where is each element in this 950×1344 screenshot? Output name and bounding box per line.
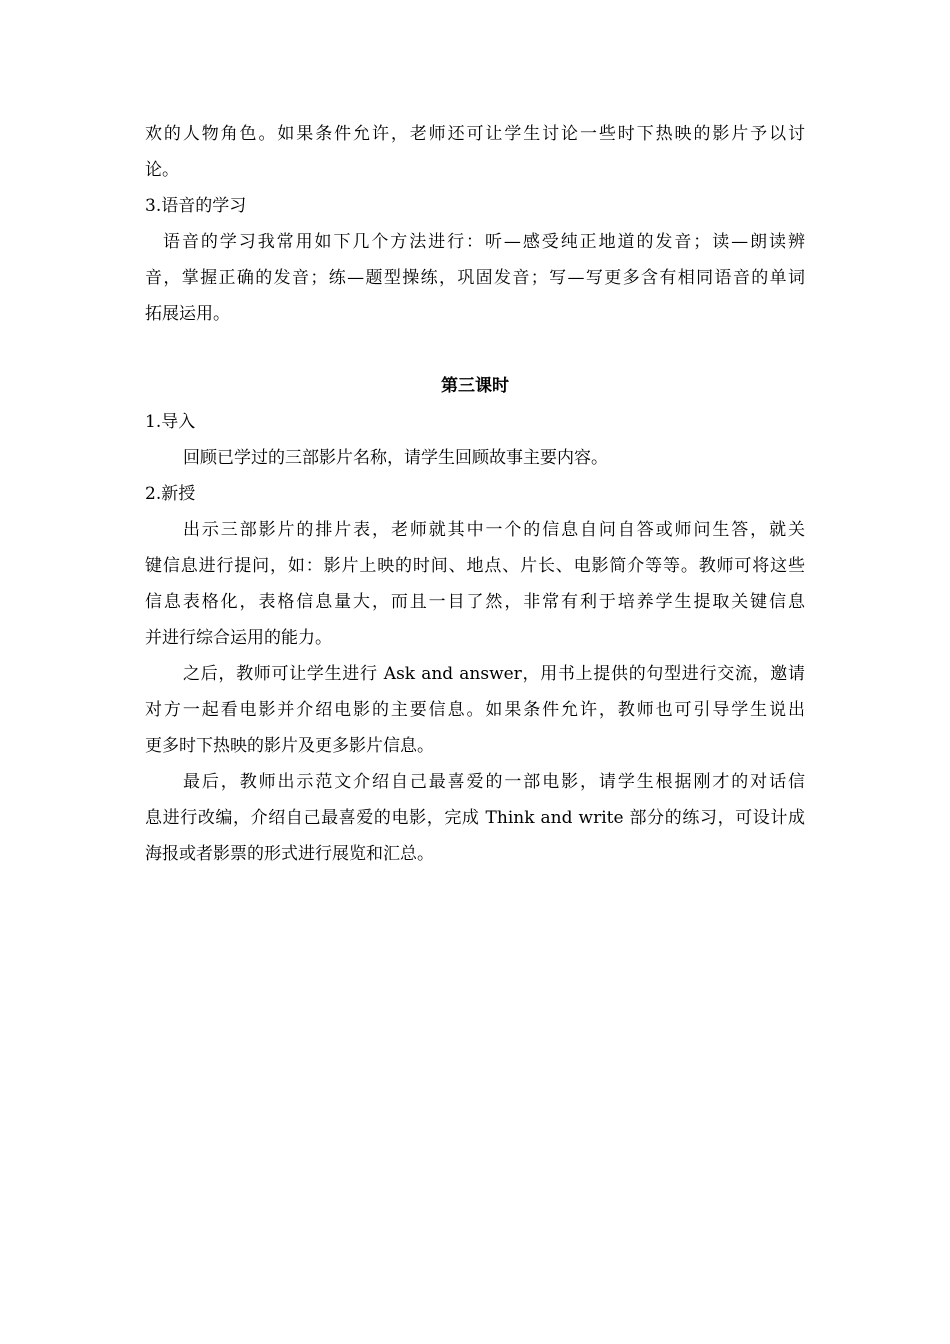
paragraph-line: 欢的人物角色。如果条件允许，老师还可让学生讨论一些时下热映的影片予以讨 xyxy=(145,124,805,144)
paragraph-line: 论。 xyxy=(145,160,179,180)
paragraph-line: 海报或者影票的形式进行展览和汇总。 xyxy=(145,844,434,864)
section-heading: 3.语音的学习 xyxy=(145,196,247,216)
paragraph-line: 信息表格化，表格信息量大，而且一目了然，非常有利于培养学生提取关键信息 xyxy=(145,592,805,612)
document-body xyxy=(145,116,805,872)
blank-line xyxy=(145,332,805,368)
paragraph-line: 键信息进行提问，如：影片上映的时间、地点、片长、电影简介等等。教师可将这些 xyxy=(145,556,805,576)
paragraph-line: 之后，教师可让学生进行 Ask and answer，用书上提供的句型进行交流，邀请 xyxy=(183,664,805,684)
paragraph-line: 拓展运用。 xyxy=(145,304,230,324)
paragraph-line: 回顾已学过的三部影片名称，请学生回顾故事主要内容。 xyxy=(183,448,608,468)
section-heading: 2.新授 xyxy=(145,484,196,504)
paragraph-line: 最后，教师出示范文介绍自己最喜爱的一部电影，请学生根据刚才的对话信 xyxy=(183,772,805,792)
paragraph-line: 语音的学习我常用如下几个方法进行：听—感受纯正地道的发音；读—朗读辨 xyxy=(163,232,805,252)
paragraph-line: 息进行改编，介绍自己最喜爱的电影，完成 Think and write 部分的练习，可设计成 xyxy=(145,808,805,828)
section-heading: 1.导入 xyxy=(145,412,196,432)
lesson-title: 第三课时 xyxy=(441,376,509,396)
paragraph-line: 更多时下热映的影片及更多影片信息。 xyxy=(145,736,434,756)
paragraph-line: 音，掌握正确的发音；练—题型操练，巩固发音；写—写更多含有相同语音的单词 xyxy=(145,268,805,288)
paragraph-line: 并进行综合运用的能力。 xyxy=(145,628,332,648)
paragraph-line: 出示三部影片的排片表，老师就其中一个的信息自问自答或师问生答，就关 xyxy=(183,520,805,540)
paragraph-line: 对方一起看电影并介绍电影的主要信息。如果条件允许，教师也可引导学生说出 xyxy=(145,700,805,720)
